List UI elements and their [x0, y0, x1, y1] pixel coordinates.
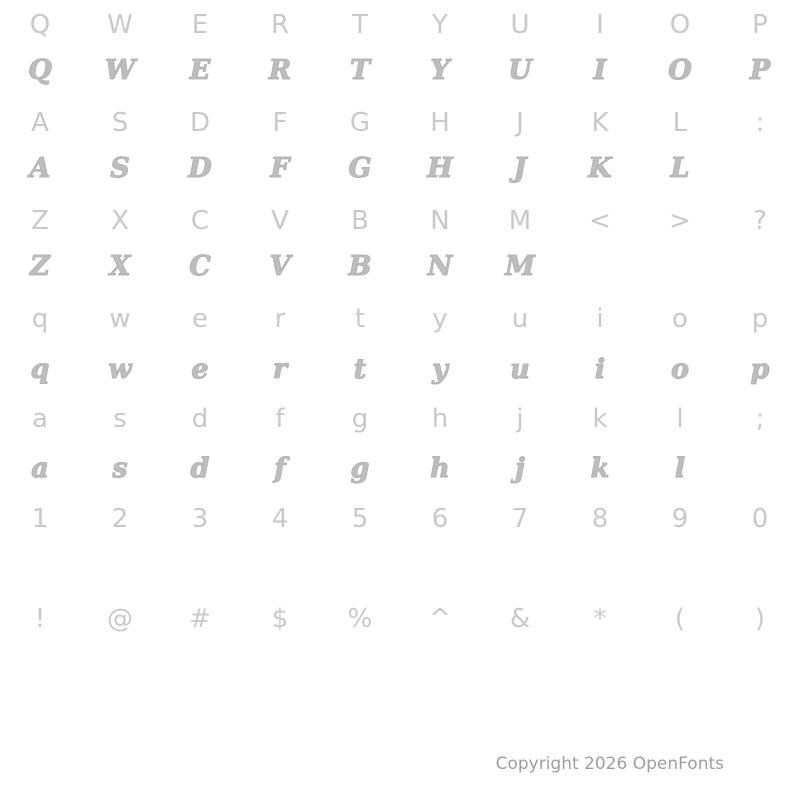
glyph-row [0, 494, 800, 544]
glyph-cell: w [108, 353, 132, 385]
glyph-cell: S [110, 152, 130, 184]
glyph-cell: e [191, 353, 209, 385]
glyph-cell: $ [271, 604, 289, 634]
glyph-cell: : [755, 108, 765, 138]
glyph-cell: q [31, 304, 49, 334]
glyph-cell: C [190, 206, 210, 236]
glyph-cell: 7 [511, 504, 529, 534]
glyph-cell: Z [31, 206, 49, 236]
glyph-cell: G [349, 108, 371, 138]
glyph-cell: H [430, 108, 450, 138]
glyph-cell: ) [754, 604, 766, 634]
glyph-cell: S [111, 108, 129, 138]
glyph-cell: C [189, 250, 211, 282]
glyph-cell: i [596, 304, 604, 334]
glyph-cell: d [190, 452, 210, 484]
glyph-cell [720, 443, 800, 493]
glyph-cell: Z [30, 250, 50, 282]
glyph-cell: P [752, 10, 768, 40]
glyph-cell: l [676, 404, 684, 434]
glyph-cell: Y [432, 10, 448, 40]
glyph-cell: y [432, 353, 448, 385]
glyph-cell [640, 241, 720, 291]
glyph-cell: # [189, 604, 211, 634]
glyph-cell: u [511, 304, 529, 334]
glyph-cell: w [109, 304, 131, 334]
glyph-cell: p [750, 353, 770, 385]
glyph-cell: 4 [271, 504, 289, 534]
glyph-cell: I [596, 10, 604, 40]
glyph-row [0, 143, 800, 193]
glyph-row [0, 394, 800, 444]
glyph-cell: G [348, 152, 372, 184]
glyph-cell: J [513, 152, 527, 184]
glyph-row [0, 241, 800, 291]
glyph-cell: f [275, 404, 285, 434]
glyph-cell: O [668, 54, 692, 86]
glyph-cell: D [189, 108, 211, 138]
glyph-cell: j [515, 452, 525, 484]
glyph-cell: O [669, 10, 691, 40]
glyph-cell: ? [753, 206, 767, 236]
glyph-cell: I [593, 54, 607, 86]
glyph-cell: t [353, 353, 367, 385]
glyph-row [0, 0, 800, 50]
glyph-cell: % [347, 604, 373, 634]
glyph-cell: & [509, 604, 531, 634]
glyph-row [0, 443, 800, 493]
glyph-cell: s [112, 452, 128, 484]
glyph-cell: a [32, 404, 48, 434]
glyph-cell: o [672, 304, 688, 334]
glyph-cell: U [508, 54, 532, 86]
glyph-cell: r [274, 304, 286, 334]
glyph-cell: L [672, 108, 688, 138]
glyph-cell: ! [34, 604, 46, 634]
glyph-cell: 1 [31, 504, 49, 534]
glyph-cell: k [592, 404, 608, 434]
glyph-row [0, 344, 800, 394]
glyph-cell: i [594, 353, 606, 385]
glyph-cell: M [508, 206, 532, 236]
glyph-cell: L [670, 152, 690, 184]
glyph-cell: a [31, 452, 49, 484]
glyph-cell: 2 [111, 504, 129, 534]
glyph-cell: E [191, 10, 209, 40]
glyph-cell: o [670, 353, 689, 385]
glyph-cell: W [104, 54, 136, 86]
glyph-cell: Y [430, 54, 450, 86]
glyph-cell: A [29, 152, 51, 184]
glyph-cell: k [590, 452, 610, 484]
glyph-cell: P [749, 54, 771, 86]
glyph-cell: V [271, 206, 289, 236]
glyph-cell: N [430, 206, 450, 236]
glyph-cell: u [510, 353, 530, 385]
glyph-cell: e [192, 304, 208, 334]
glyph-cell: q [30, 353, 50, 385]
glyph-cell [720, 143, 800, 193]
glyph-cell: M [505, 250, 535, 282]
glyph-cell: X [109, 250, 131, 282]
glyph-cell: ; [755, 404, 765, 434]
glyph-cell: R [270, 10, 290, 40]
glyph-cell: 9 [671, 504, 689, 534]
glyph-cell: d [191, 404, 209, 434]
glyph-cell: B [351, 206, 369, 236]
glyph-cell: W [107, 10, 133, 40]
glyph-cell: @ [107, 604, 133, 634]
glyph-cell: ^ [429, 604, 451, 634]
glyph-cell: 0 [751, 504, 769, 534]
glyph-cell: K [591, 108, 609, 138]
glyph-cell: J [516, 108, 524, 138]
glyph-cell: f [274, 452, 286, 484]
glyph-cell: E [189, 54, 211, 86]
glyph-cell: l [674, 452, 686, 484]
glyph-cell: g [350, 452, 370, 484]
glyph-cell: B [348, 250, 372, 282]
glyph-cell: F [272, 108, 288, 138]
glyph-cell: 8 [591, 504, 609, 534]
glyph-cell: j [516, 404, 524, 434]
glyph-cell: R [268, 54, 292, 86]
glyph-cell: p [751, 304, 769, 334]
glyph-cell: T [352, 10, 368, 40]
glyph-cell: U [510, 10, 530, 40]
glyph-row [0, 294, 800, 344]
glyph-row [0, 594, 800, 644]
glyph-cell: y [432, 304, 448, 334]
glyph-cell: D [188, 152, 212, 184]
glyph-cell: N [427, 250, 453, 282]
glyph-cell: Q [28, 54, 52, 86]
glyph-cell: F [270, 152, 290, 184]
glyph-cell: K [588, 152, 612, 184]
glyph-cell: * [593, 604, 607, 634]
glyph-cell: X [111, 206, 129, 236]
glyph-cell: 6 [431, 504, 449, 534]
glyph-cell: h [430, 452, 450, 484]
glyph-cell: T [349, 54, 371, 86]
glyph-cell: > [669, 206, 691, 236]
glyph-cell: Q [29, 10, 51, 40]
glyph-cell [720, 241, 800, 291]
glyph-cell: ( [674, 604, 686, 634]
copyright-notice: Copyright 2026 OpenFonts [495, 754, 724, 774]
glyph-row [0, 45, 800, 95]
glyph-cell: < [589, 206, 611, 236]
glyph-cell [560, 241, 640, 291]
glyph-cell: H [427, 152, 453, 184]
glyph-row [0, 98, 800, 148]
glyph-cell: s [113, 404, 127, 434]
glyph-cell: 3 [191, 504, 209, 534]
glyph-cell: 5 [351, 504, 369, 534]
glyph-cell: g [351, 404, 369, 434]
glyph-row [0, 196, 800, 246]
glyph-cell: V [269, 250, 291, 282]
glyph-cell: t [354, 304, 366, 334]
glyph-cell: h [431, 404, 449, 434]
glyph-cell: r [272, 353, 288, 385]
glyph-cell: A [31, 108, 49, 138]
